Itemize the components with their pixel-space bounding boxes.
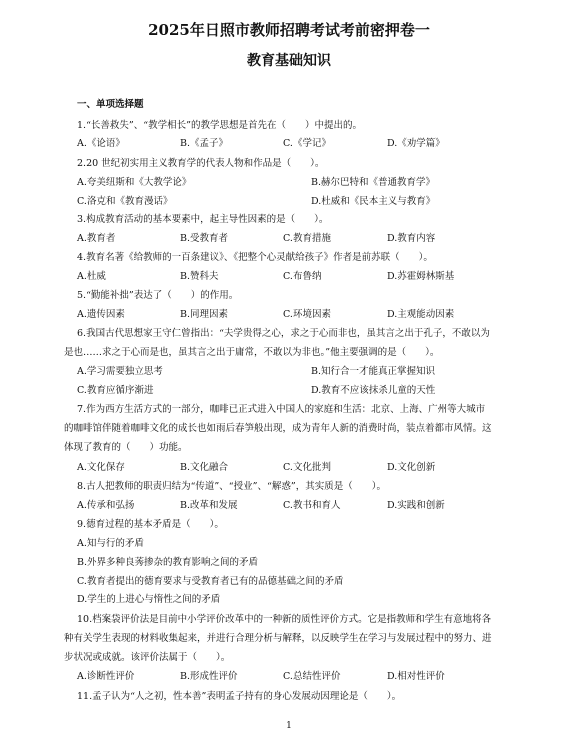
page-number: 1 (286, 721, 292, 731)
question-7-stem-line-3: 体现了教育的（ ）功能。 (64, 442, 188, 453)
question-5-stem: 5.“勤能补拙”表达了（ ）的作用。 (77, 290, 239, 301)
question-7-stem-line-2: 的咖啡馆伴随着咖啡文化的成长也如雨后春笋般出现，成为青年人新的消费时尚，装点着都市风情。这 (64, 423, 492, 434)
q5-option-c: C.环境因素 (283, 309, 331, 320)
q9-option-d: D.学生的上进心与惰性之间的矛盾 (77, 594, 221, 605)
section-heading: 一、单项选择题 (77, 99, 144, 110)
q2-option-b: B.赫尔巴特和《普通教育学》 (311, 177, 436, 188)
q8-option-c: C.教书和育人 (283, 500, 341, 511)
question-11-stem: 11.孟子认为“人之初，性本善”表明孟子持有的身心发展动因理论是（ ）。 (77, 691, 402, 702)
q10-option-a: A.诊断性评价 (77, 671, 135, 682)
q6-option-a: A.学习需要独立思考 (77, 366, 163, 377)
q8-option-b: B.改革和发展 (180, 500, 238, 511)
q7-option-b: B.文化融合 (180, 462, 229, 473)
question-10-stem-line-2: 种有关学生表现的材料收集起来，并进行合理分析与解释，以反映学生在学习与发展过程中的努力、进 (64, 633, 492, 644)
q5-option-b: B.同理因素 (180, 309, 229, 320)
q5-option-d: D.主观能动因素 (387, 309, 455, 320)
q7-option-a: A.文化保存 (77, 462, 125, 473)
question-6-stem-line-2: 是也……求之于心而是也，虽其言之出于庸常，不敢以为非也。”他主要强调的是（ ）。 (64, 347, 440, 358)
question-6-stem-line-1: 6.我国古代思想家王守仁曾指出：“夫学贵得之心，求之于心而非也，虽其言之出于孔子，不敢以为 (77, 328, 490, 339)
q4-option-c: C.布鲁纳 (283, 271, 322, 282)
q2-option-d: D.杜威和《民本主义与教育》 (311, 196, 436, 207)
question-8-stem: 8.古人把教师的职责归结为“传道”、“授业”、“解惑”，其实质是（ ）。 (77, 481, 386, 492)
q9-option-a: A.知与行的矛盾 (77, 538, 144, 549)
q10-option-b: B.形成性评价 (180, 671, 238, 682)
q5-option-a: A.遗传因素 (77, 309, 125, 320)
q4-option-b: B.赞科夫 (180, 271, 219, 282)
question-2-stem: 2.20 世纪初实用主义教育学的代表人物和作品是（ ）。 (77, 158, 325, 169)
q10-option-d: D.相对性评价 (387, 671, 445, 682)
q1-option-b: B.《孟子》 (180, 138, 229, 149)
question-10-stem-line-1: 10.档案袋评价法是目前中小学评价改革中的一种新的质性评价方式。它是指教师和学生有意地将各 (77, 614, 492, 625)
q8-option-a: A.传承和弘扬 (77, 500, 135, 511)
q3-option-d: D.教育内容 (387, 233, 436, 244)
question-4-stem: 4.教育名著《给教师的一百条建议》、《把整个心灵献给孩子》作者是前苏联（ ）。 (77, 252, 433, 263)
q4-option-a: A.杜威 (77, 271, 106, 282)
q3-option-c: C.教育措施 (283, 233, 331, 244)
q4-option-d: D.苏霍姆林斯基 (387, 271, 455, 282)
q10-option-c: C.总结性评价 (283, 671, 341, 682)
q3-option-a: A.教育者 (77, 233, 116, 244)
q9-option-b: B.外界多种良莠掺杂的教育影响之间的矛盾 (77, 557, 259, 568)
q8-option-d: D.实践和创新 (387, 500, 445, 511)
q3-option-b: B.受教育者 (180, 233, 229, 244)
q7-option-d: D.文化创新 (387, 462, 436, 473)
q7-option-c: C.文化批判 (283, 462, 331, 473)
question-9-stem: 9.德育过程的基本矛盾是（ ）。 (77, 519, 224, 530)
q2-option-c: C.洛克和《教育漫话》 (77, 196, 173, 207)
subject-title: 教育基础知识 (247, 53, 331, 69)
q1-option-d: D.《劝学篇》 (387, 138, 445, 149)
question-1-stem: 1.“长善救失”、“教学相长”的教学思想是首先在（ ）中提出的。 (77, 120, 362, 131)
question-7-stem-line-1: 7.作为西方生活方式的一部分，咖啡已正式进入中国人的家庭和生活：北京、上海、广州等大城市 (77, 404, 486, 415)
question-10-stem-line-3: 步状况或成就。该评价法属于（ ）。 (64, 652, 231, 663)
exam-title: 2025年日照市教师招聘考试考前密押卷一 (148, 21, 430, 39)
q6-option-c: C.教育应循序渐进 (77, 385, 154, 396)
q6-option-d: D.教育不应该抹杀儿童的天性 (311, 385, 436, 396)
q9-option-c: C.教育者提出的德育要求与受教育者已有的品德基础之间的矛盾 (77, 576, 344, 587)
question-3-stem: 3.构成教育活动的基本要素中，起主导性因素的是（ ）。 (77, 214, 329, 225)
q1-option-c: C.《学记》 (283, 138, 331, 149)
q1-option-a: A.《论语》 (77, 138, 125, 149)
q6-option-b: B.知行合一才能真正掌握知识 (311, 366, 436, 377)
q2-option-a: A.夸美纽斯和《大教学论》 (77, 177, 192, 188)
